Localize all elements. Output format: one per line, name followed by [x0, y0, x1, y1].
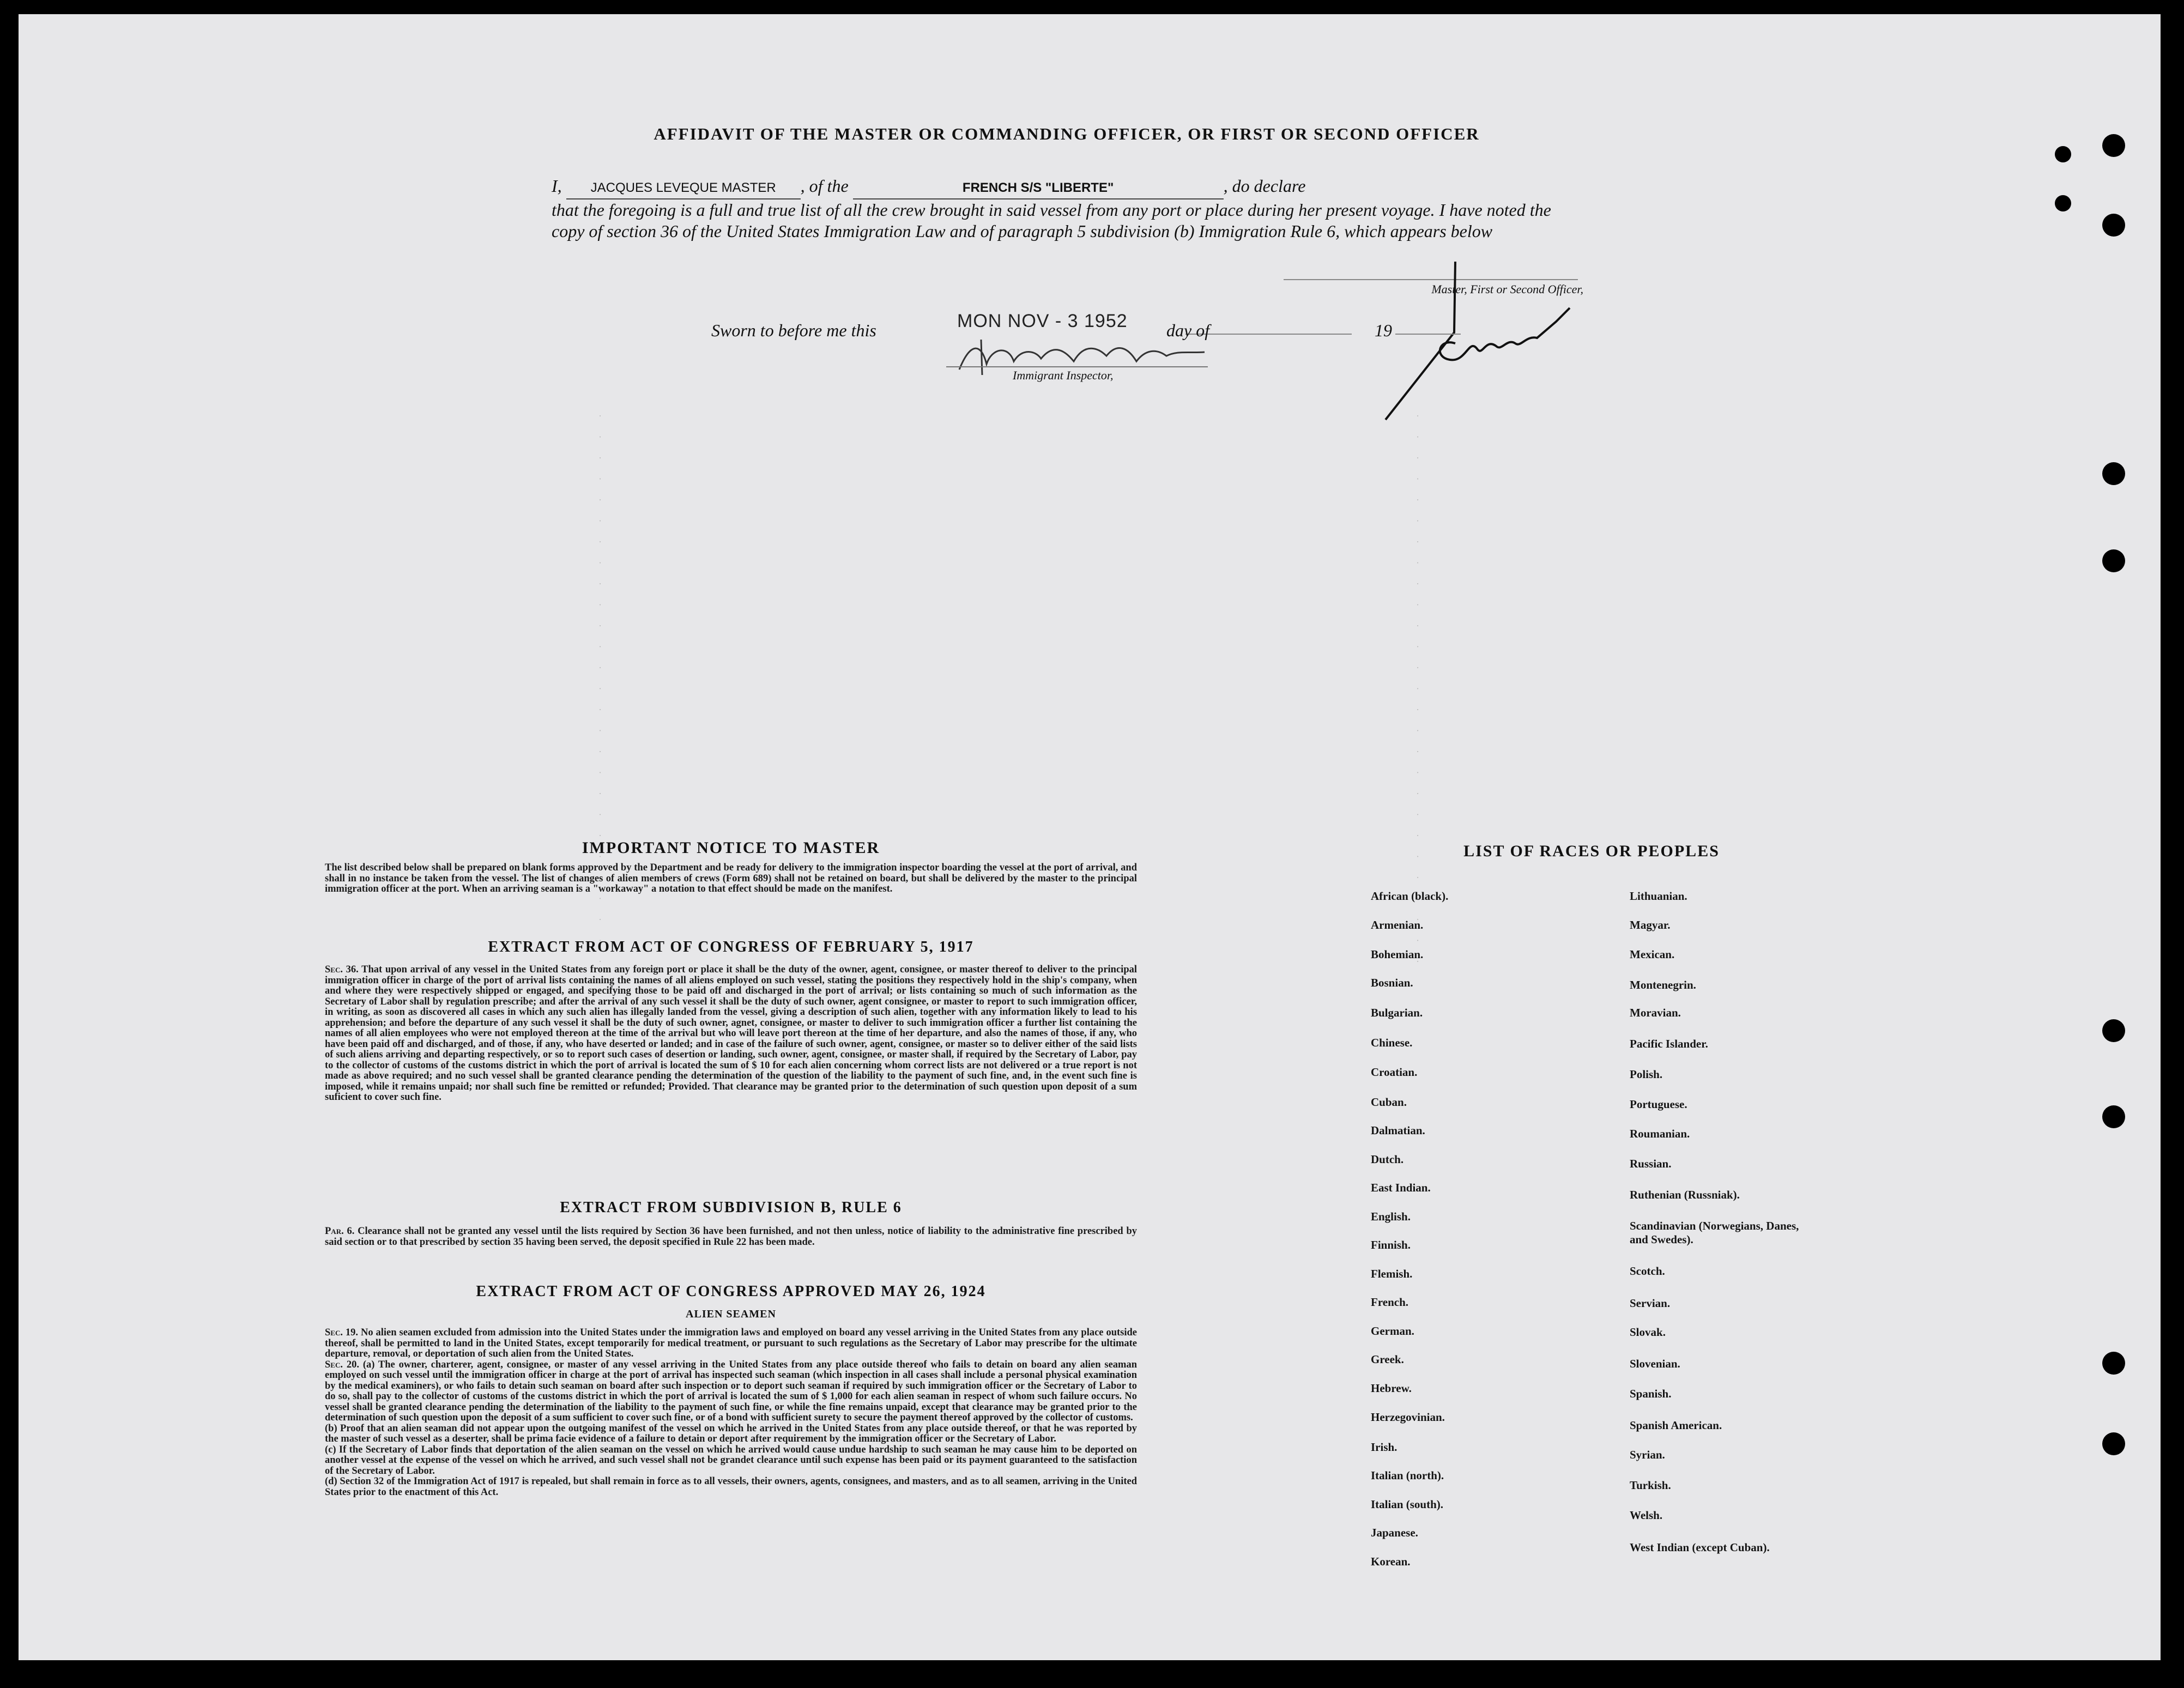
race-item: Croatian.	[1371, 1066, 1418, 1079]
race-item: East Indian.	[1371, 1181, 1431, 1194]
race-item: Welsh.	[1630, 1509, 1663, 1522]
race-item: Moravian.	[1630, 1006, 1681, 1019]
of-the-text: , of the	[800, 176, 849, 196]
race-item: Roumanian.	[1630, 1127, 1690, 1140]
race-item: Korean.	[1371, 1555, 1411, 1568]
sec-19-lead: Sec. 19.	[325, 1327, 359, 1338]
race-item: Russian.	[1630, 1157, 1672, 1170]
sec-20d-body: (d) Section 32 of the Immigration Act of 1917 is repealed, but shall remain in force as to all vessels, their owners, agents, consignees, and masters, and as to all seamen, arriving in the United States prior to the enactment of this Act.	[325, 1476, 1137, 1498]
signature-caption: Master, First or Second Officer,	[1431, 282, 1583, 296]
race-item: Ruthenian (Russniak).	[1630, 1188, 1740, 1201]
binder-hole	[2102, 1105, 2125, 1128]
rule-6-text	[325, 1226, 1137, 1248]
race-item: Pacific Islander.	[1630, 1037, 1708, 1050]
race-item: French.	[1371, 1296, 1409, 1309]
inspector-caption: Immigrant Inspector,	[1013, 368, 1114, 382]
binder-hole	[2055, 195, 2071, 211]
race-item: Herzegovinian.	[1371, 1411, 1445, 1424]
race-item: German.	[1371, 1324, 1414, 1338]
declaration-body: that the foregoing is a full and true list of all the crew brought in said vessel from any port or place during her present voyage. I have noted the copy of section 36 of the United States Immigration Law and of paragraph 5 subdivision (b) Immigration Rule 6, which appears below	[552, 200, 1551, 241]
race-item: Japanese.	[1371, 1526, 1418, 1539]
sec-20b-body: (b) Proof that an alien seaman did not appear upon the outgoing manifest of the vessel on which he arrived in the United States from any place outside thereof, or that he was reported by the master of such vessel as a deserter, shall be prima facie evidence of a failure to detain or deport after requirement by the immigration officer or the Secretary of Labor.	[325, 1423, 1137, 1444]
notice-text: The list described below shall be prepared on blank forms approved by the Department and be ready for delivery to the immigration inspector boarding the vessel at the port of arrival, and shall in no instance be taken from the vessel. The list of changes of alien members of crews (Form 689) shall not be retained on board, but shall be delivered by the master to the principal immigration officer at the port. When an arriving seaman is a "workaway" a notation to that effect should be made on the manifest.	[325, 862, 1137, 894]
race-item: Syrian.	[1630, 1448, 1665, 1461]
sec-20a-body: (a) The owner, charterer, agent, consignee, or master of any vessel arriving in the United States from any place outside thereof who fails to detain on board any alien seaman employed on such vessel until the immigration officer in charge at the port of arrival has inspected such seaman (which inspection in all cases shall include a personal physical examination by the medical examiners), or who fails to detain such seaman on board after such inspection or to deport such seaman if required by such immigration officer or the Secretary of Labor to do so, shall pay to the collector of customs of the customs district in which the port of arrival is located the sum of $ 1,000 for each alien seaman in respect of whom such failure occurs. No vessel shall be granted clearance pending the determination of the liability to the payment of such fine, or while the fine remains unpaid, except that clearance may be granted prior to the determination of such question upon the deposit of a sum sufficient to cover such fine, or of a bond with sufficient surety to secure the payment thereof approved by the collector of customs.	[325, 1359, 1138, 1423]
binder-hole	[2102, 1019, 2125, 1042]
sec-20-lead: Sec. 20.	[325, 1359, 359, 1370]
binder-hole	[2102, 462, 2125, 485]
sworn-text: Sworn to before me this	[711, 320, 876, 340]
day-of-text: day of	[1166, 320, 1210, 340]
race-item: Polish.	[1630, 1068, 1663, 1081]
affidavit-title: AFFIDAVIT OF THE MASTER OR COMMANDING OFFICER, OR FIRST OR SECOND OFFICER	[654, 124, 1480, 143]
race-item: African (black).	[1371, 890, 1449, 903]
race-item: Italian (north).	[1371, 1469, 1444, 1482]
race-item: Hebrew.	[1371, 1382, 1412, 1395]
race-item: Cuban.	[1371, 1096, 1407, 1109]
race-item: Bohemian.	[1371, 948, 1424, 961]
declaration-prefix: I,	[552, 176, 562, 196]
rule-6-body: Clearance shall not be granted any vessel until the lists required by Section 36 have been furnished, and not then unless, notice of liability to the administrative fine prescribed by said section or to that prescribed by section 35 having been served, the deposit specified in Rule 22 has been made.	[325, 1226, 1137, 1248]
sec-20a	[325, 1359, 1137, 1424]
column-guide: · · · · · · · · · · · · · · · · · · · · · · · · · · ·	[595, 414, 606, 971]
binder-hole	[2102, 1352, 2125, 1375]
race-item: Lithuanian.	[1630, 890, 1687, 903]
binder-hole	[2102, 134, 2125, 157]
race-item: Italian (south).	[1371, 1498, 1444, 1511]
race-item: Armenian.	[1371, 918, 1424, 931]
race-item: English.	[1371, 1210, 1411, 1223]
extract-1917-text	[325, 965, 1137, 1103]
binder-hole	[2102, 1432, 2125, 1455]
race-item: Portuguese.	[1630, 1098, 1687, 1111]
race-item: Montenegrin.	[1630, 978, 1696, 991]
binder-hole	[2102, 214, 2125, 237]
inspector-line	[946, 366, 1208, 367]
race-item: Slovak.	[1630, 1326, 1666, 1339]
alien-seamen-subtitle: ALIEN SEAMEN	[686, 1308, 776, 1320]
race-item: Irish.	[1371, 1441, 1397, 1454]
race-item: Dutch.	[1371, 1153, 1404, 1166]
extract-1917-body: That upon arrival of any vessel in the United States from any foreign port or place it shall be the duty of the owner, agent, consignee, or master thereof to deliver to the principal immigration officer in charge of the port of arrival lists containing the names of all aliens employed on such vessel, stating the positions they respectively hold in the ship's company, when and where they were respectively shipped or engaged, and specifying those to be paid off and discharged in the port of arrival; or lists containing so much of such information as the Secretary of Labor shall by regulation prescribe; and after the arrival of any such vessel it shall be the duty of such owner, agent consignee, or master to report to such immigration officer, in writing, as soon as discovered all cases in which any such alien has illegally landed from the vessel, giving a description of such alien, together with any information likely to lead to his apprehension; and before the departure of any such vessel it shall be the duty of such owner, agnet, consignee, or master to deliver to such immigration officer a further list containing the names of all alien employees who were not employed thereon at the time of the arrival but who will leave port thereon at the time of her departure, and also the names of those, if any, who have been paid off and discharged, and of those, if any, who have deserted or landed; and in case of the failure of such owner, agent, consignee, or master so to deliver either of the said lists of such aliens arriving and departing respectively, or so to report such cases of desertion or landing, such owner, agent, consignee, or master shall, if required by the Secretary of Labor, pay to the collector of customs of the customs district in which the port of arrival is located the sum of $ 10 for each alien concerning whom correct lists are not delivered or a true report is not made as above required; and no such vessel shall be granted clearance pending the determination of the question of the liability to the payment of such fine, and, in the event such fine is imposed, while it remains unpaid; nor shall such fine be remitted or refunded; Provided. That clearance may be granted prior to the determination of such question upon deposit of a sum suficient to cover such fine.	[325, 964, 1137, 1103]
race-item: Greek.	[1371, 1353, 1404, 1366]
race-item: Servian.	[1630, 1297, 1671, 1310]
year-prefix: 19	[1375, 320, 1392, 340]
binder-hole	[2055, 146, 2071, 162]
sec-19-body: No alien seamen excluded from admission into the United States under the immigration laws and employed on board any vessel arriving in the United States from any place outside thereof, shall be permitted to land in the United States, except temporarily for medical treatment, or pursuant to such regulations as the Secretary of Labor may prescribe for the ultimate departure, removal, or deportation of such alien from the United States.	[325, 1327, 1137, 1359]
race-item: Bosnian.	[1371, 976, 1413, 989]
sec-19	[325, 1327, 1137, 1359]
race-item: West Indian (except Cuban).	[1630, 1541, 1770, 1554]
extract-1917-lead: Sec. 36.	[325, 964, 359, 975]
extract-1924-title: EXTRACT FROM ACT OF CONGRESS APPROVED MAY 26, 1924	[476, 1283, 986, 1300]
race-item: Magyar.	[1630, 918, 1671, 931]
do-declare-text: , do declare	[1223, 176, 1306, 196]
date-stamp: MON NOV - 3 1952	[957, 311, 1128, 331]
race-item: Spanish American.	[1630, 1419, 1722, 1432]
races-title: LIST OF RACES OR PEOPLES	[1463, 842, 1720, 860]
race-item: Scandinavian (Norwegians, Danes, and Swedes).	[1630, 1219, 1799, 1246]
affidavit-declaration	[552, 176, 1587, 242]
year-line	[1395, 334, 1461, 335]
race-item: Flemish.	[1371, 1267, 1413, 1280]
race-item: Bulgarian.	[1371, 1006, 1423, 1019]
extract-1917-title: EXTRACT FROM ACT OF CONGRESS OF FEBRUARY 5, 1917	[488, 939, 974, 955]
extract-1924-text	[325, 1328, 1137, 1498]
race-item: Dalmatian.	[1371, 1124, 1425, 1137]
race-item: Slovenian.	[1630, 1357, 1680, 1370]
sec-20c-body: (c) If the Secretary of Labor finds that deportation of the alien seaman on the vessel on which he arrived would cause undue hardship to such seaman he may cause him to be deported on another vessel at the expense of the vessel on which he arrived, and such vessel shall not be grandet clearance until such expense has been paid or its payment guaranteed to the satisfaction of the Secretary of Labor.	[325, 1444, 1137, 1477]
race-item: Mexican.	[1630, 948, 1675, 961]
master-name-field[interactable]: JACQUES LEVEQUE MASTER	[566, 177, 801, 199]
master-signature	[1374, 256, 1581, 431]
race-item: Spanish.	[1630, 1387, 1672, 1400]
race-item: Chinese.	[1371, 1036, 1413, 1049]
notice-title: IMPORTANT NOTICE TO MASTER	[582, 839, 880, 857]
date-line	[1185, 334, 1352, 335]
race-item: Turkish.	[1630, 1479, 1671, 1492]
vessel-name-field[interactable]: FRENCH S/S "LIBERTE"	[853, 177, 1224, 199]
rule-6-title: EXTRACT FROM SUBDIVISION B, RULE 6	[560, 1199, 902, 1216]
race-item: Scotch.	[1630, 1265, 1665, 1278]
race-item: Finnish.	[1371, 1238, 1411, 1251]
column-guide: · · · · · · · · · · · · · · · · · · · · · · · · · · ·	[1412, 414, 1423, 971]
rule-6-lead: Par. 6.	[325, 1226, 355, 1237]
binder-hole	[2102, 549, 2125, 572]
